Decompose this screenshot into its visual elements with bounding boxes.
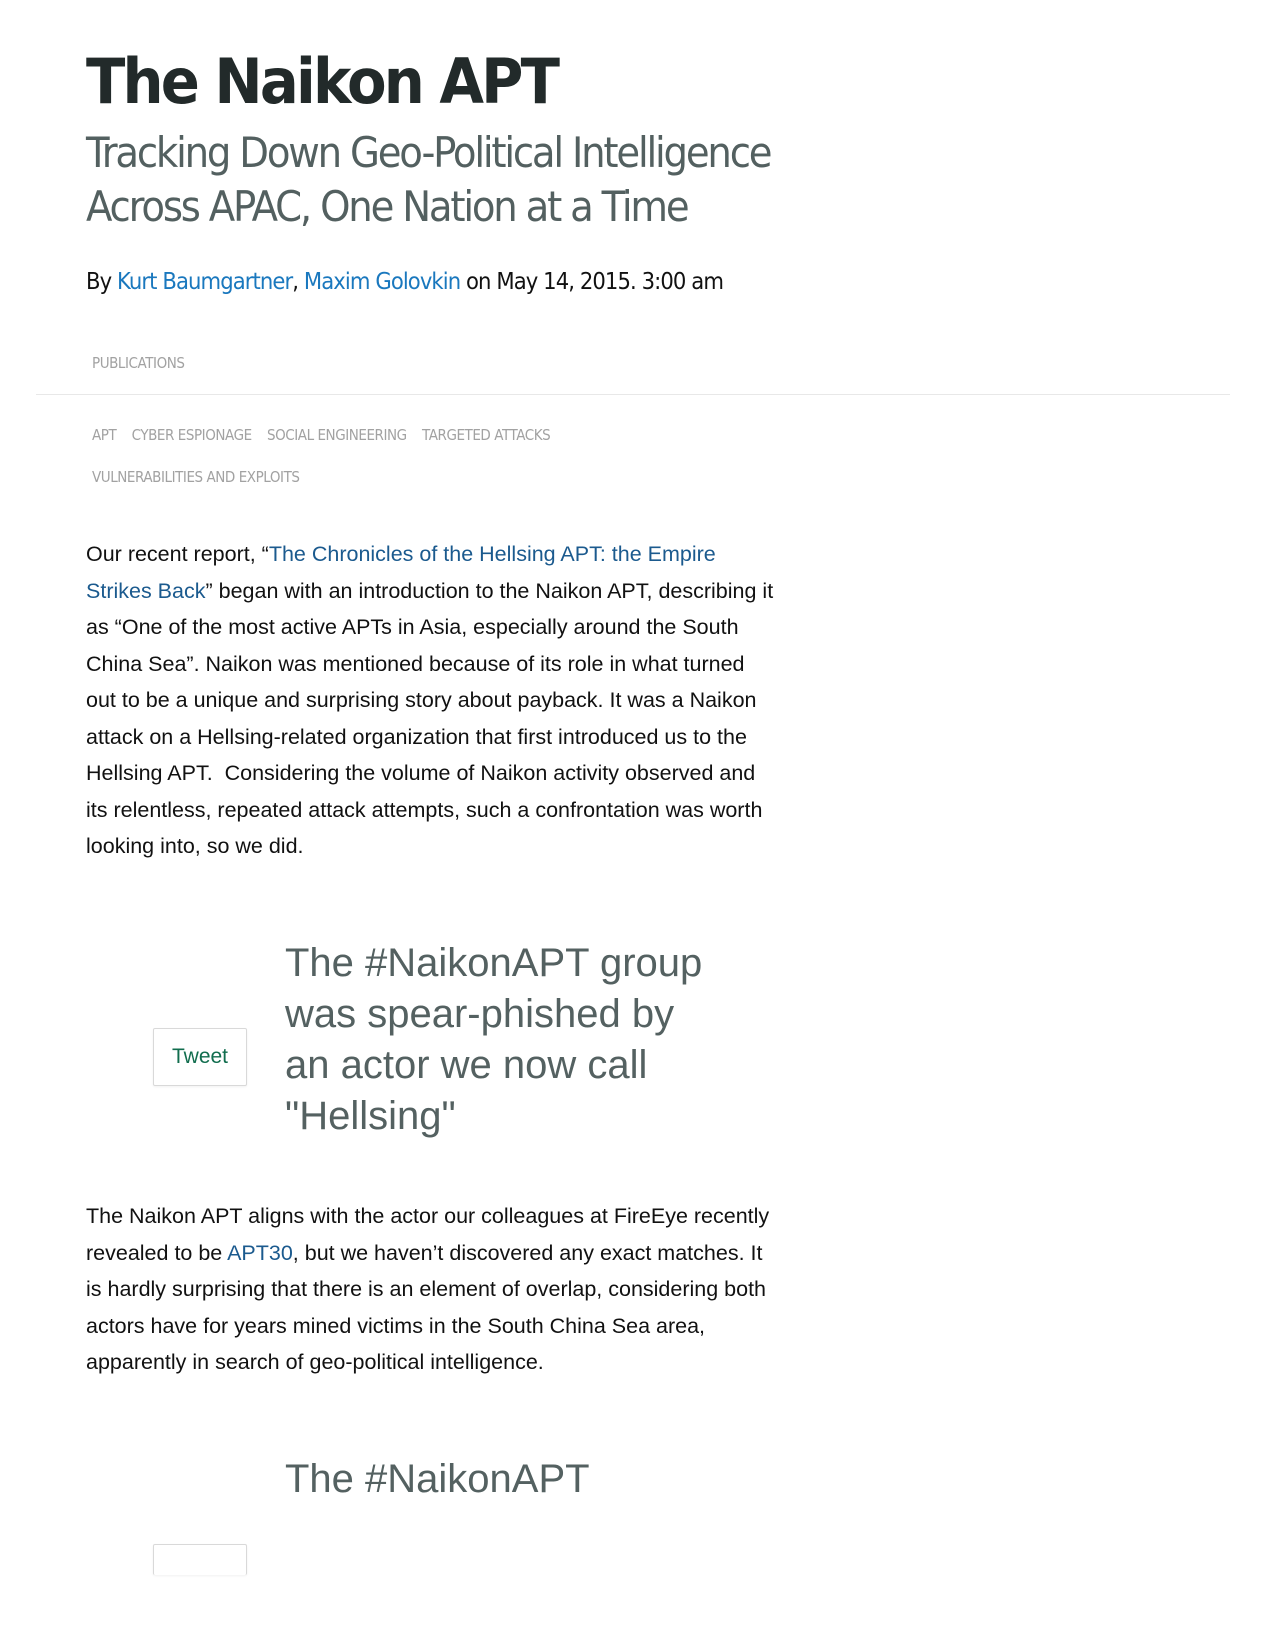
paragraph-apt30 xyxy=(86,1198,776,1381)
tweetable-quote-2: The #NaikonAPT xyxy=(285,1457,590,1501)
paragraph-intro xyxy=(86,536,776,865)
tag-list xyxy=(92,414,596,498)
article-subtitle: Tracking Down Geo-Political Intelligence Across APAC, One Nation at a Time xyxy=(86,128,771,231)
tweet-button[interactable]: Tweet xyxy=(153,1028,247,1086)
byline-prefix: By xyxy=(86,269,118,295)
hellsing-report-link[interactable]: The Chronicles of the Hellsing APT: the Empire Strikes Back xyxy=(86,542,716,603)
tag-social-engineering[interactable]: SOCIAL ENGINEERING xyxy=(266,426,407,444)
paragraph-intro-body: ” began with an introduction to the Naikon APT, describing it as “One of the most active APTs in Asia, especially around the South China Sea”. Naikon was mentioned because of its role in what turned out to be a unique and surprising story about payback. It was a Naikon attack on a Hellsing-related organization that first introduced us to the Hellsing APT. Considering the volume of Naikon activity observed and its relentless, repeated attack attempts, such a confrontation was worth looking into, so we did. xyxy=(86,578,774,858)
article-title: The Naikon APT xyxy=(86,45,558,118)
tag-vulnerabilities-and-exploits[interactable]: VULNERABILITIES AND EXPLOITS xyxy=(92,468,300,486)
author-link-maxim-golovkin[interactable]: Maxim Golovkin xyxy=(303,269,461,295)
paragraph-apt30-lead: The Naikon APT aligns with the actor our colleagues at FireEye recently revealed to be xyxy=(86,1204,770,1265)
byline xyxy=(86,266,723,298)
tweet-button-2[interactable] xyxy=(153,1544,247,1575)
byline-separator: , xyxy=(292,269,304,295)
divider xyxy=(36,394,1230,395)
category-publications[interactable]: PUBLICATIONS xyxy=(92,354,185,372)
author-link-kurt-baumgartner[interactable]: Kurt Baumgartner xyxy=(117,269,293,295)
paragraph-intro-lead: Our recent report, “ xyxy=(86,542,269,566)
tag-cyber-espionage[interactable]: CYBER ESPIONAGE xyxy=(131,426,252,444)
tweetable-quote: The #NaikonAPT group was spear-phished by an actor we now call "Hellsing" xyxy=(285,941,703,1138)
apt30-link[interactable]: APT30 xyxy=(227,1240,293,1265)
byline-date: on May 14, 2015. 3:00 am xyxy=(460,269,724,295)
tag-targeted-attacks[interactable]: TARGETED ATTACKS xyxy=(421,426,551,444)
tag-apt[interactable]: APT xyxy=(92,426,117,444)
paragraph-apt30-body: , but we haven’t discovered any exact matches. It is hardly surprising that there is an element of overlap, considering both actors have for years mined victims in the South China Sea area, apparently in search of geo-political intelligence. xyxy=(86,1240,767,1374)
